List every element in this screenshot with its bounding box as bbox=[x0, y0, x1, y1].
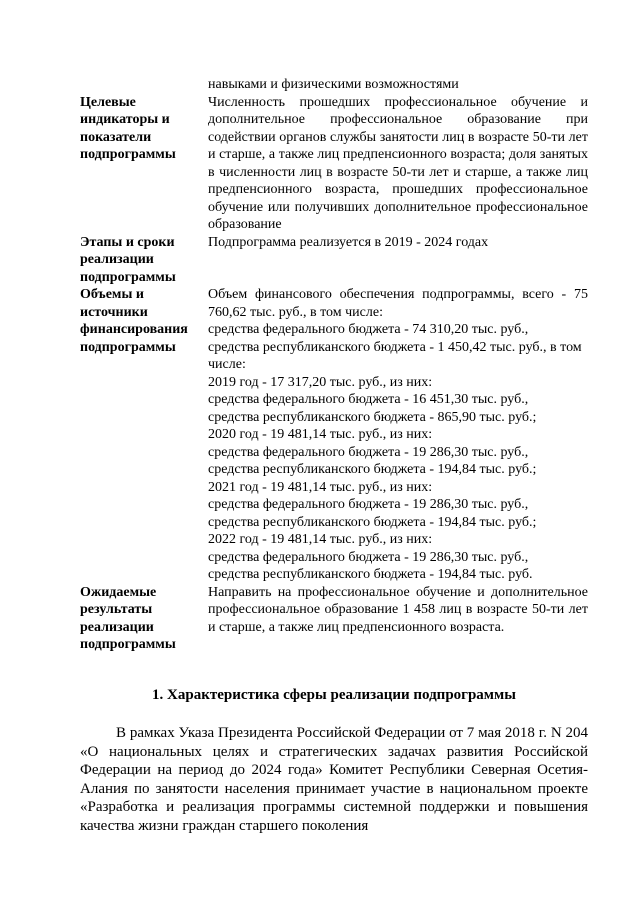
funding-line: средства федерального бюджета - 19 286,30 тыс. руб., bbox=[208, 549, 529, 565]
funding-line: средства республиканского бюджета - 865,90 тыс. руб.; bbox=[208, 409, 537, 425]
passport-row-value: навыками и физическими возможностями bbox=[208, 77, 459, 92]
passport-row-value: Численность прошедших профессиональное обучение и дополнительное профессиональное образование при содействии органов службы занятости лиц в возрасте 50-ти лет и старше, а также лиц предпенсионного возраста; доля занятых в численности лиц в возрасте 50-ти лет и старше, а также лиц предпенсионного возраста, прошедших профессиональное обучение или получивших дополнительное профессиональное образование bbox=[208, 94, 588, 232]
passport-row-indicators bbox=[80, 94, 588, 234]
funding-line: средства федерального бюджета - 19 286,30 тыс. руб., bbox=[208, 444, 529, 460]
passport-row-value: Подпрограмма реализуется в 2019 - 2024 годах bbox=[208, 234, 489, 250]
funding-line: 2022 год - 19 481,14 тыс. руб., из них: bbox=[208, 532, 433, 547]
passport-row-label: Ожидаемые результаты реализации подпрограммы bbox=[80, 584, 176, 652]
funding-line: 2021 год - 19 481,14 тыс. руб., из них: bbox=[208, 479, 433, 495]
passport-row-value: Направить на профессиональное обучение и дополнительное профессиональное образование 1 458 лиц в возрасте 50-ти лет и старше, а также лиц предпенсионного возраста. bbox=[208, 584, 588, 635]
funding-line: средства республиканского бюджета - 194,84 тыс. руб.; bbox=[208, 514, 537, 530]
funding-line: Объем финансового обеспечения подпрограммы, всего - 75 760,62 тыс. руб., в том числе: bbox=[208, 287, 588, 320]
passport-row-label: Объемы и источники финансирования подпрограммы bbox=[80, 287, 188, 355]
passport-row-stages bbox=[80, 234, 588, 287]
passport-row-label: Целевые индикаторы и показатели подпрограммы bbox=[80, 94, 176, 162]
funding-line: средства федерального бюджета - 19 286,30 тыс. руб., bbox=[208, 497, 529, 512]
section-heading: 1. Характеристика сферы реализации подпрограммы bbox=[152, 687, 516, 703]
passport-row-funding bbox=[80, 286, 588, 584]
funding-line: средства федерального бюджета - 74 310,20 тыс. руб., bbox=[208, 322, 529, 337]
funding-line: 2019 год - 17 317,20 тыс. руб., из них: bbox=[208, 374, 433, 390]
passport-row-results bbox=[80, 584, 588, 654]
passport-row-label: Этапы и сроки реализации подпрограммы bbox=[80, 234, 176, 285]
funding-line: 2020 год - 19 481,14 тыс. руб., из них: bbox=[208, 427, 433, 442]
body-paragraph: В рамках Указа Президента Российской Федерации от 7 мая 2018 г. N 204 «О национальных целях и стратегических задачах развития Российской Федерации на период до 2024 года» Комитет Республики Северная Осетия-Алания по занятости населения принимает участие в национальном проекте «Разработка и реализация программы системной поддержки и повышения качества жизни граждан старшего поколения bbox=[80, 725, 588, 834]
funding-line: средства республиканского бюджета - 194,84 тыс. руб. bbox=[208, 567, 533, 582]
funding-line: средства республиканского бюджета - 1 450,42 тыс. руб., в том числе: bbox=[208, 339, 582, 372]
passport-row-label bbox=[80, 76, 208, 94]
subprogram-passport-table bbox=[80, 76, 588, 654]
passport-row-value bbox=[208, 286, 588, 584]
funding-line: средства республиканского бюджета - 194,84 тыс. руб.; bbox=[208, 462, 537, 477]
funding-line: средства федерального бюджета - 16 451,30 тыс. руб., bbox=[208, 392, 529, 407]
passport-row-skills-tail bbox=[80, 76, 588, 94]
